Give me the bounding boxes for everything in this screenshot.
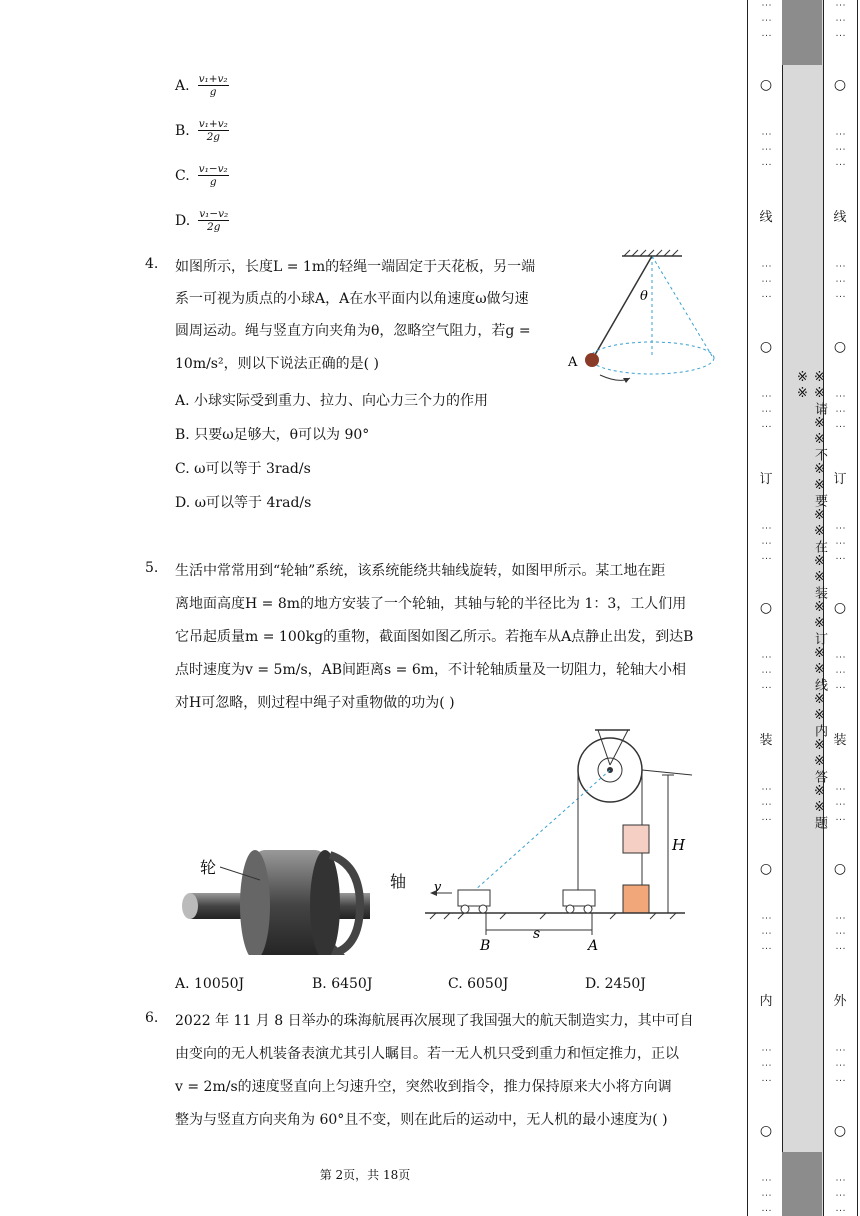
- dotted-line: ⋮ ⋮ ⋮: [834, 1045, 846, 1087]
- point-a-label: A: [588, 938, 599, 954]
- choice-option: C. 6050J: [448, 976, 509, 992]
- binding-circle-icon: ○: [833, 861, 847, 878]
- dotted-line: ⋮ ⋮ ⋮: [834, 261, 846, 303]
- axle-label: 轴: [390, 874, 407, 891]
- velocity-label: v: [434, 880, 442, 895]
- binding-label: 装: [833, 733, 847, 749]
- binding-border-right: [857, 0, 858, 1216]
- stem-line: 10m/s²，则以下说法正确的是( ): [175, 356, 379, 372]
- choice-option: D. 2450J: [585, 976, 646, 992]
- pulley-figure: [420, 725, 720, 955]
- pendulum-figure: [560, 248, 730, 408]
- option-label: A.: [175, 77, 190, 94]
- inner-binding-line: [755, 0, 777, 1216]
- q3-option: [175, 208, 229, 233]
- q3-option: [175, 163, 229, 188]
- stem-line: 它吊起质量m = 100kg的重物，截面图如图乙所示。若拖车从A点静止出发，到达B: [175, 629, 694, 645]
- dotted-line: ⋮ ⋮ ⋮: [760, 129, 772, 171]
- binding-circle-icon: ○: [833, 338, 847, 355]
- stem-line: 由变向的无人机装备表演尤其引人瞩目。若一无人机只受到重力和恒定推力，正以: [175, 1046, 679, 1062]
- dotted-line: ⋮ ⋮ ⋮: [834, 913, 846, 955]
- stem-line: v = 2m/s的速度竖直向上匀速升空，突然收到指令，推力保持原来大小将方向调: [175, 1079, 672, 1095]
- fraction-numerator: v₁+v₂: [198, 118, 228, 130]
- fraction: [198, 73, 229, 98]
- wheel-label: 轮: [200, 860, 217, 877]
- choice-option: C. ω可以等于 3rad/s: [175, 461, 311, 477]
- dotted-line: ⋮ ⋮ ⋮: [760, 913, 772, 955]
- choice-option: A. 10050J: [175, 976, 245, 992]
- binding-label: 订: [759, 471, 773, 487]
- q3-option: [175, 73, 229, 98]
- binding-circle-icon: ○: [833, 77, 847, 94]
- option-label: D.: [175, 212, 191, 229]
- question-6-number: 6.: [145, 1010, 159, 1026]
- binding-label: 外: [833, 994, 847, 1010]
- distance-label: s: [533, 926, 541, 942]
- dotted-line: ⋮ ⋮ ⋮: [760, 261, 772, 303]
- binding-circle-icon: ○: [833, 599, 847, 616]
- stem-line: 如图所示，长度L = 1m的轻绳一端固定于天花板，另一端: [175, 259, 536, 275]
- option-label: C.: [175, 167, 190, 184]
- dotted-line: ⋮ ⋮ ⋮: [834, 784, 846, 826]
- page-footer: 第 2页，共 18页: [319, 1168, 411, 1182]
- dotted-line: ⋮ ⋮ ⋮: [760, 651, 772, 694]
- dotted-line: ⋮ ⋮ ⋮: [760, 1045, 772, 1087]
- dotted-line: ⋮ ⋮ ⋮: [834, 651, 846, 694]
- binding-bottom-block: [782, 1152, 822, 1216]
- question-4-number: 4.: [145, 256, 159, 272]
- dotted-line: ⋮ ⋮ ⋮: [834, 0, 846, 42]
- fraction-denominator: g: [209, 86, 217, 99]
- dotted-line: ⋮ ⋮ ⋮: [834, 522, 846, 565]
- fraction: [198, 118, 229, 143]
- binding-circle-icon: ○: [759, 861, 773, 878]
- dotted-line: ⋮ ⋮ ⋮: [760, 784, 772, 826]
- choice-option: B. 6450J: [312, 976, 373, 992]
- fraction: [198, 208, 229, 233]
- angle-label: θ: [640, 289, 648, 304]
- fraction-numerator: v₁−v₂: [198, 163, 228, 175]
- stem-line: 系一可视为质点的小球A，A在水平面内以角速度ω做匀速: [175, 291, 529, 307]
- binding-circle-icon: ○: [759, 1122, 773, 1139]
- binding-circle-icon: ○: [833, 1122, 847, 1139]
- fraction-denominator: 2g: [206, 131, 220, 144]
- stem-line: 点时速度为v = 5m/s，AB间距离s = 6m，不计轮轴质量及一切阻力，轮轴大小相: [175, 662, 687, 678]
- stem-line: 2022 年 11 月 8 日举办的珠海航展再次展现了我国强大的航天制造实力，其中可自: [175, 1013, 694, 1029]
- binding-circle-icon: ○: [759, 77, 773, 94]
- binding-label: 订: [833, 471, 847, 487]
- choice-option: A. 小球实际受到重力、拉力、向心力三个力的作用: [175, 393, 489, 409]
- binding-label: 线: [833, 210, 847, 226]
- choice-option: D. ω可以等于 4rad/s: [175, 495, 312, 511]
- dotted-line: ⋮ ⋮ ⋮: [760, 0, 772, 42]
- dotted-line: ⋮ ⋮ ⋮: [834, 129, 846, 171]
- binding-top-block: [782, 0, 822, 65]
- wheel-axle-figure: [170, 835, 420, 955]
- fraction: [198, 163, 229, 188]
- binding-circle-icon: ○: [759, 338, 773, 355]
- point-b-label: B: [480, 938, 491, 954]
- binding-circle-icon: ○: [759, 599, 773, 616]
- stem-line: 离地面高度H = 8m的地方安装了一个轮轴，其轴与轮的半径比为 1：3，工人们用: [175, 596, 687, 612]
- ball-label: A: [568, 355, 578, 370]
- height-label: H: [672, 836, 686, 854]
- stem-line: 圆周运动。绳与竖直方向夹角为θ，忽略空气阻力，若g =: [175, 323, 531, 339]
- fraction-denominator: g: [209, 176, 217, 189]
- q3-option: [175, 118, 229, 143]
- outer-binding-line: [829, 0, 851, 1216]
- fraction-numerator: v₁−v₂: [199, 208, 229, 220]
- dotted-line: ⋮ ⋮ ⋮: [760, 1174, 772, 1216]
- choice-option: B. 只要ω足够大，θ可以为 90°: [175, 427, 370, 443]
- stem-line: 生活中常常用到“轮轴”系统，该系统能绕共轴线旋转，如图甲所示。某工地在距: [175, 563, 666, 579]
- question-5-number: 5.: [145, 560, 159, 576]
- dotted-line: ⋮ ⋮ ⋮: [834, 1174, 846, 1216]
- fraction-numerator: v₁+v₂: [198, 73, 228, 85]
- dotted-line: ⋮ ⋮ ⋮: [760, 522, 772, 565]
- stem-line: 整为与竖直方向夹角为 60°且不变，则在此后的运动中，无人机的最小速度为( ): [175, 1112, 668, 1128]
- binding-label: 内: [759, 994, 773, 1010]
- stem-line: 对H可忽略，则过程中绳子对重物做的功为( ): [175, 695, 455, 711]
- binding-label: 线: [759, 210, 773, 226]
- binding-border-left: [747, 0, 748, 1216]
- binding-warning: ※※请※※不※※要※※在※※装※※订※※线※※内※※答※※题※※: [795, 370, 827, 830]
- dotted-line: ⋮ ⋮ ⋮: [760, 390, 772, 432]
- option-label: B.: [175, 122, 190, 139]
- fraction-denominator: 2g: [207, 221, 221, 234]
- binding-label: 装: [759, 733, 773, 749]
- dotted-line: ⋮ ⋮ ⋮: [834, 390, 846, 432]
